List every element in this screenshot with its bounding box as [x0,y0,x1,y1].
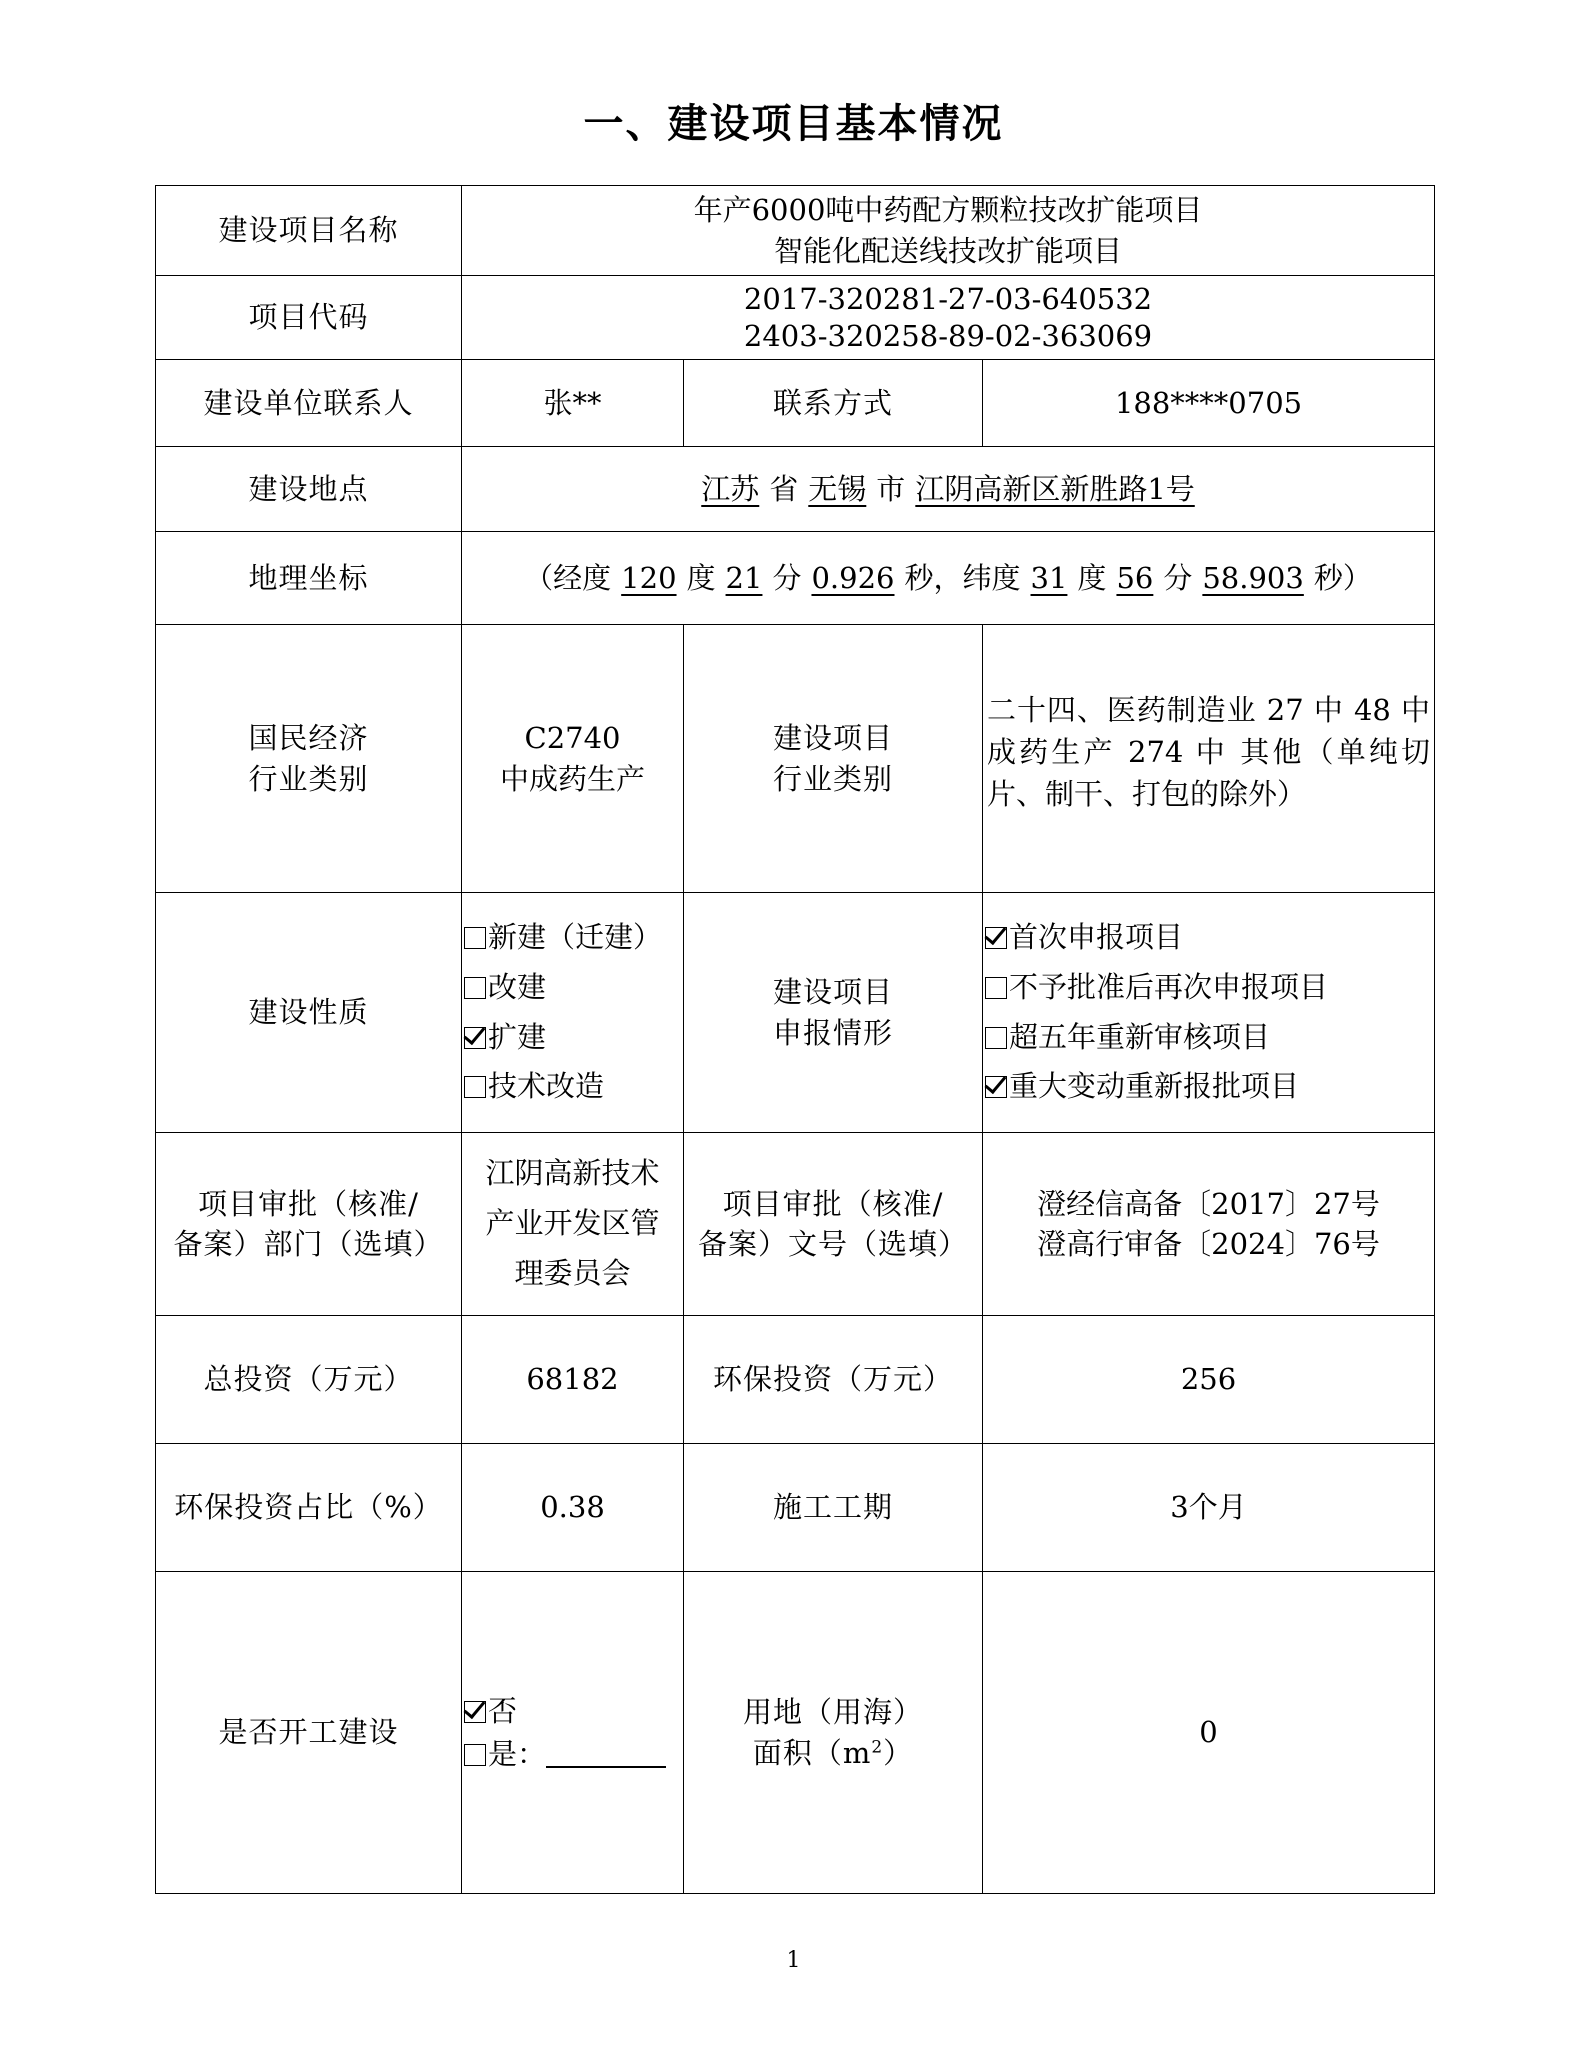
project-name-line1: 年产6000吨中药配方颗粒技改扩能项目 [693,193,1203,228]
label-env-investment: 环保投资（万元） [684,1316,983,1444]
checkbox-icon[interactable] [985,1027,1007,1049]
label-application [684,893,983,1133]
checkbox-checked-icon[interactable] [985,927,1007,949]
label-project-name: 建设项目名称 [156,186,462,276]
coords-lat-deg: 31 [1030,560,1068,595]
app-option-five-year[interactable] [985,1013,1430,1063]
approval-doc-line1: 澄经信高备〔2017〕27号 [1037,1186,1380,1221]
value-contact-method: 188****0705 [983,360,1435,447]
coords-min-2: 分 [1163,560,1193,595]
label-project-industry-line1: 建设项目 [772,721,893,756]
started-option-yes-label: 是： [488,1736,547,1771]
nature-option-new-label: 新建（迁建） [488,919,663,954]
row-coords [156,532,1435,625]
checkbox-icon[interactable] [985,977,1007,999]
industry-code: C2740 [524,721,621,756]
location-address: 江阴高新区新胜路1号 [915,471,1195,506]
started-date-blank[interactable] [546,1742,666,1768]
value-env-ratio: 0.38 [462,1444,684,1572]
location-province-suffix: 省 [769,471,799,506]
nature-option-tech[interactable] [464,1062,679,1112]
project-industry-text: 二十四、医药制造业 27 中 48 中成药生产 274 中 其他（单纯切片、制干、打包的除外） [987,693,1431,812]
checkbox-icon[interactable] [464,1744,486,1766]
label-approval-doc-line1: 项目审批（核准/ [722,1186,944,1221]
value-approval-dept: 江阴高新技术产业开发区管理委员会 [462,1133,684,1316]
value-construction-period: 3个月 [983,1444,1435,1572]
app-option-resubmit[interactable] [985,963,1430,1013]
application-options [983,893,1435,1133]
value-project-industry [983,625,1435,893]
label-land-area-close: ） [883,1735,914,1770]
label-env-ratio: 环保投资占比（%） [156,1444,462,1572]
label-total-investment: 总投资（万元） [156,1316,462,1444]
started-option-yes[interactable] [464,1733,679,1775]
project-code-line2: 2403-320258-89-02-363069 [743,318,1153,353]
value-project-code [462,276,1435,360]
value-project-name [462,186,1435,276]
checkbox-icon[interactable] [464,927,486,949]
label-contact: 建设单位联系人 [156,360,462,447]
label-industry-line2: 行业类别 [248,761,369,796]
checkbox-icon[interactable] [464,1076,486,1098]
label-project-industry [684,625,983,893]
row-project-code [156,276,1435,360]
app-option-five-year-label: 超五年重新审核项目 [1009,1019,1271,1054]
label-approval-doc-line2: 备案）文号（选填） [697,1227,968,1261]
label-project-industry-line2: 行业类别 [772,761,893,796]
started-options [462,1572,684,1894]
checkbox-checked-icon[interactable] [464,1027,486,1049]
coords-deg-2: 度 [1077,560,1107,595]
nature-option-rebuild-label: 改建 [488,969,547,1004]
label-application-line2: 申报情形 [772,1015,893,1050]
label-approval-dept-line2: 备案）部门（选填） [173,1227,444,1261]
label-industry [156,625,462,893]
nature-options [462,893,684,1133]
label-nature: 建设性质 [156,893,462,1133]
label-coords: 地理坐标 [156,532,462,625]
coords-lat-sec: 58.903 [1202,560,1304,595]
location-city-suffix: 市 [876,471,906,506]
coords-min-1: 分 [772,560,802,595]
coords-close: 秒） [1313,560,1372,595]
label-started: 是否开工建设 [156,1572,462,1894]
app-option-first-label: 首次申报项目 [1009,919,1184,954]
row-nature [156,893,1435,1133]
nature-option-rebuild[interactable] [464,963,679,1013]
project-code-line1: 2017-320281-27-03-640532 [743,282,1153,317]
label-contact-method: 联系方式 [684,360,983,447]
row-approval [156,1133,1435,1316]
row-investment [156,1316,1435,1444]
checkbox-checked-icon[interactable] [985,1076,1007,1098]
coords-lon-sec: 0.926 [811,560,895,595]
label-application-line1: 建设项目 [772,975,893,1010]
location-city: 无锡 [808,471,867,506]
app-option-resubmit-label: 不予批准后再次申报项目 [1009,969,1329,1004]
coords-deg-1: 度 [686,560,716,595]
label-land-area-text: 面积（m [752,1735,872,1770]
label-land-area-sup: 2 [871,1736,884,1757]
label-land-area [684,1572,983,1894]
industry-name: 中成药生产 [499,761,645,796]
row-industry [156,625,1435,893]
label-land-area-line1: 用地（用海） [742,1695,923,1730]
value-industry [462,625,684,893]
page-title: 一、建设项目基本情况 [583,101,1004,147]
approval-doc-line2: 澄高行审备〔2024〕76号 [1037,1227,1380,1261]
app-option-major-change[interactable] [985,1062,1430,1112]
coords-sec-lat: 秒，纬度 [904,560,1021,595]
checkbox-icon[interactable] [464,977,486,999]
project-name-line2: 智能化配送线技改扩能项目 [774,233,1123,268]
page-number: 1 [786,1948,801,1973]
value-env-investment: 256 [983,1316,1435,1444]
value-coords [462,532,1435,625]
label-industry-line1: 国民经济 [248,721,369,756]
coords-open: （经度 [524,560,612,595]
label-location: 建设地点 [156,447,462,532]
label-construction-period: 施工工期 [684,1444,983,1572]
row-location [156,447,1435,532]
row-contact [156,360,1435,447]
value-land-area: 0 [983,1572,1435,1894]
project-info-table [155,185,1435,1894]
coords-lat-min: 56 [1116,560,1154,595]
value-approval-doc [983,1133,1435,1316]
value-total-investment: 68182 [462,1316,684,1444]
row-ratio [156,1444,1435,1572]
nature-option-tech-label: 技术改造 [488,1069,605,1104]
value-location [462,447,1435,532]
nature-option-expand-label: 扩建 [488,1019,547,1054]
started-option-no[interactable] [464,1690,679,1732]
nature-option-expand[interactable] [464,1013,679,1063]
nature-option-new[interactable] [464,913,679,963]
row-started [156,1572,1435,1894]
coords-lon-min: 21 [725,560,763,595]
location-province: 江苏 [701,471,760,506]
row-project-name [156,186,1435,276]
value-contact: 张** [462,360,684,447]
label-project-code: 项目代码 [156,276,462,360]
label-approval-dept [156,1133,462,1316]
label-land-area-line2 [688,1733,978,1773]
started-option-no-label: 否 [488,1694,518,1729]
coords-lon-deg: 120 [621,560,677,595]
checkbox-checked-icon[interactable] [464,1701,486,1723]
label-approval-dept-line1: 项目审批（核准/ [198,1186,419,1221]
app-option-first[interactable] [985,913,1430,963]
app-option-major-change-label: 重大变动重新报批项目 [1009,1069,1300,1104]
label-approval-doc [684,1133,983,1316]
